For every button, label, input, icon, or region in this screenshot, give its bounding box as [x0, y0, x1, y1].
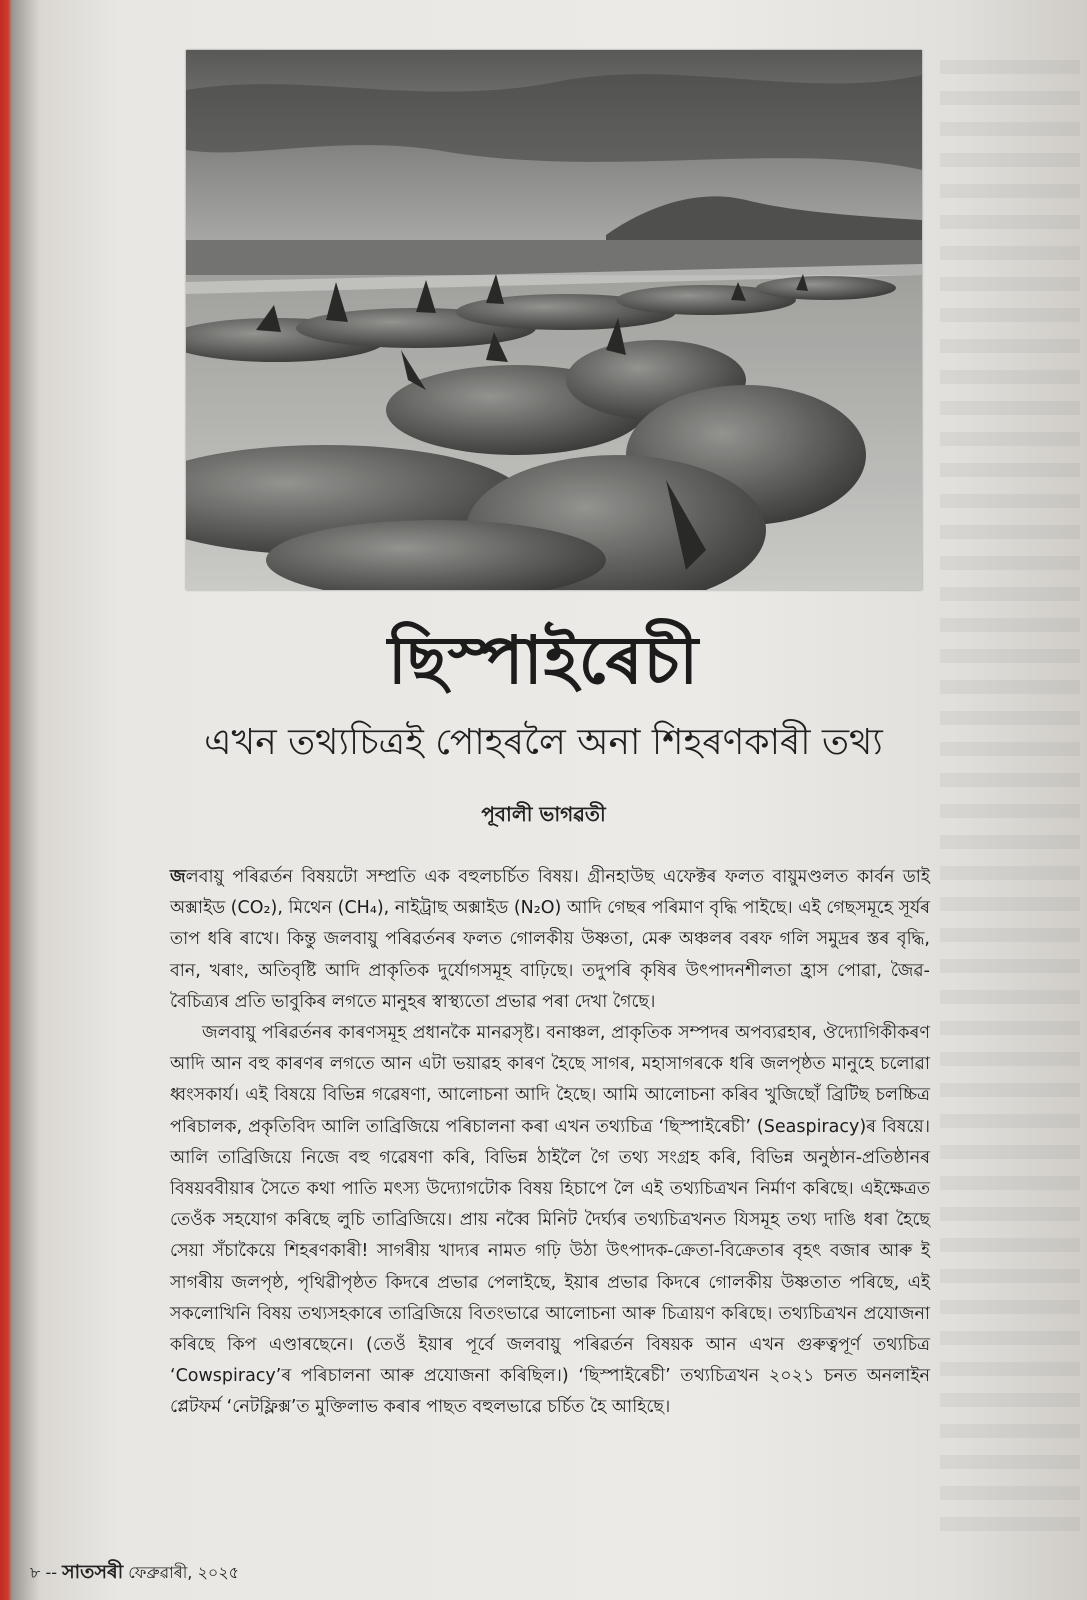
article-author: পূবালী ভাগৱতী [481, 802, 606, 826]
paragraph-1 [170, 862, 930, 1018]
article-subtitle: এখন তথ্যচিত্ৰই পোহৰলৈ অনা শিহৰণকাৰী তথ্য [204, 722, 883, 763]
paragraph-2 [170, 1018, 930, 1424]
article-photo [186, 50, 922, 590]
paragraph-text: লবায়ু পৰিৱৰ্তন বিষয়টো সম্প্ৰতি এক বহুলচৰ্চিত বিষয়। গ্ৰীনহাউছ এফেক্টৰ ফলত বায়ুমণ্ডলত কাৰ্বন ডাই অক্সাইড (CO₂), মিথেন (CH₄), নাইট্ৰাছ অক্সাইড (N₂O) আদি গেছৰ পৰিমাণ বৃদ্ধি পাইছে। এই গেছসমূহে সূৰ্যৰ তাপ ধৰি ৰাখে। কিন্তু জলবায়ু পৰিৱৰ্তনৰ ফলত গোলকীয় উষ্ণতা, মেৰু অঞ্চলৰ বৰফ গলি সমুদ্ৰৰ স্তৰ বৃদ্ধি, বান, খৰাং, অতিবৃষ্টি আদি প্ৰাকৃতিক দুৰ্যোগসমূহ বাঢ়িছে। তদুপৰি কৃষিৰ উৎপাদনশীলতা হ্ৰাস পোৱা, জৈৱ-বৈচিত্ৰ্যৰ প্ৰতি ভাবুকিৰ লগতে মানুহৰ স্বাস্থ্যতো প্ৰভাৱ পৰা দেখা গৈছে। [170, 867, 930, 1012]
page-number: ৮ [30, 1563, 41, 1582]
magazine-name: সাতসৰী [62, 1561, 124, 1583]
beached-whales-photo-icon [186, 50, 922, 590]
paragraph-text: জলবায়ু পৰিৱৰ্তনৰ কাৰণসমূহ প্ৰধানকৈ মানৱসৃষ্ট। বনাঞ্চল, প্ৰাকৃতিক সম্পদৰ অপব্যৱহাৰ, ঔদ্যোগিকীকৰণ আদি আন বহু কাৰণৰ লগতে আন এটা ভয়াৱহ কাৰণ হৈছে সাগৰ, মহাসাগৰকে ধৰি জলপৃষ্ঠত মানুহে চলোৱা ধ্বংসকাৰ্য। এই বিষয়ে বিভিন্ন গৱেষণা, আলোচনা আদি হৈছে। আমি আলোচনা কৰিব খুজিছোঁ ব্ৰিটিছ চলচ্চিত্ৰ পৰিচালক, প্ৰকৃতিবিদ আলি তাব্ৰিজিয়ে পৰিচালনা কৰা এখন তথ্যচিত্ৰ ‘ছিস্পাইৰেচী’ (Seaspiracy)ৰ বিষয়ে। আলি তাব্ৰিজিয়ে নিজে বহু গৱেষণা কৰি, বিভিন্ন ঠাইলৈ গৈ তথ্য সংগ্ৰহ কৰি, বিভিন্ন অনুষ্ঠান-প্ৰতিষ্ঠানৰ বিষয়ববীয়াৰ সৈতে কথা পাতি মৎস্য উদ্যোগটোক বিষয় হিচাপে লৈ এই তথ্যচিত্ৰখন নিৰ্মাণ কৰিছে। এইক্ষেত্ৰত তেওঁক সহযোগ কৰিছে লুচি তাব্ৰিজিয়ে। প্ৰায় নব্বৈ মিনিট দৈৰ্ঘ্যৰ তথ্যচিত্ৰখনত যিসমূহ তথ্য দাঙি ধৰা হৈছে সেয়া সঁচাকৈয়ে শিহৰণকাৰী! সাগৰীয় খাদ্যৰ নামত গঢ়ি উঠা উৎপাদক-ক্ৰেতা-বিক্ৰেতাৰ বৃহৎ বজাৰ আৰু ই সাগৰীয় জলপৃষ্ঠ, পৃথিৱীপৃষ্ঠত কিদৰে প্ৰভাৱ পেলাইছে, ইয়াৰ প্ৰভাৱ কিদৰে গোলকীয় উষ্ণতাত পৰিছে, এই সকলোখিনি বিষয় তথ্যসহকাৰে তাব্ৰিজিয়ে বিতংভাৱে আলোচনা আৰু চিত্ৰায়ণ কৰিছে। তথ্যচিত্ৰখন প্ৰযোজনা কৰিছে কিপ এণ্ডাৰছেনে। (তেওঁ ইয়াৰ পূৰ্বে জলবায়ু পৰিৱৰ্তন বিষয়ক আন এখন গুৰুত্বপূৰ্ণ তথ্যচিত্ৰ ‘Cowspiracy’ৰ পৰিচালনা আৰু প্ৰযোজনা কৰিছিল।) ‘ছিস্পাইৰেচী’ তথ্যচিত্ৰখন ২০২১ চনত অনলাইন প্লেটফৰ্ম ‘নেটফ্লিক্স’ত মুক্তিলাভ কৰাৰ পাছত বহুলভাৱে চৰ্চিত হৈ আহিছে। [170, 1023, 930, 1418]
page-footer: ৮ -- সাতসৰী ফেব্ৰুৱাৰী, ২০২৫ [30, 1561, 240, 1583]
article-body [170, 862, 930, 1424]
drop-word: জ [170, 867, 186, 887]
article-title: ছিস্পাইৰেচী [387, 622, 700, 699]
issue-date: ফেব্ৰুৱাৰী, ২০২৫ [128, 1563, 240, 1582]
